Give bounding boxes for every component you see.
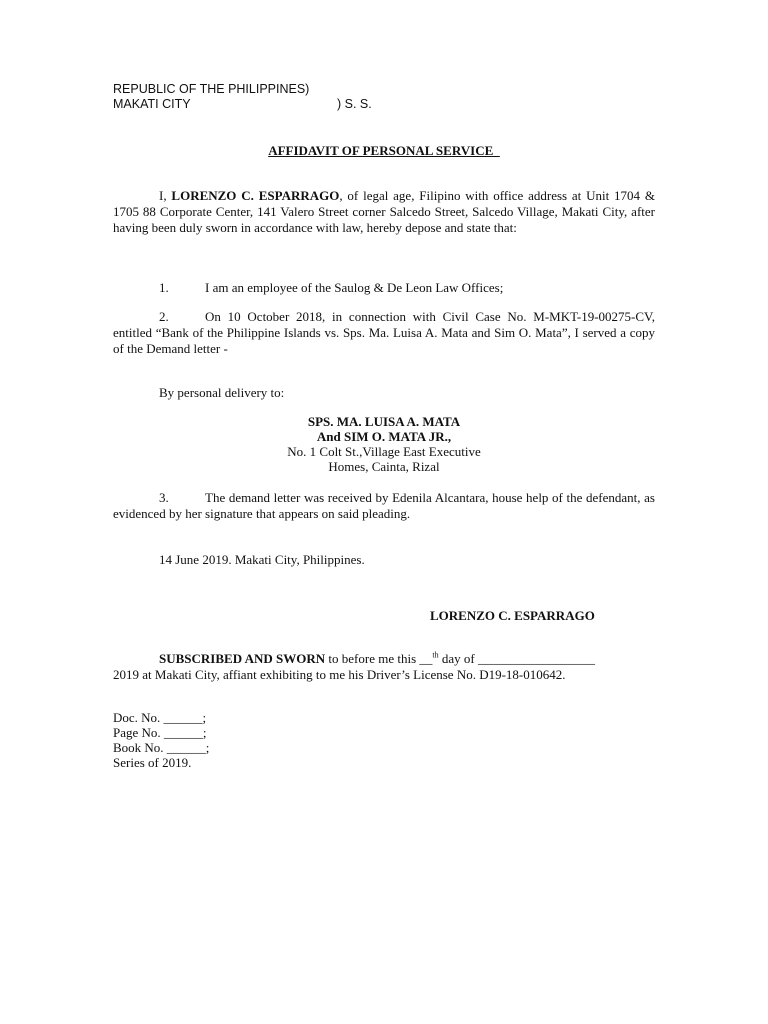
document-title: AFFIDAVIT OF PERSONAL SERVICE [268,143,500,158]
date-place: 14 June 2019. Makati City, Philippines. [159,552,365,567]
recipient-name-1: SPS. MA. LUISA A. MATA [307,414,461,429]
venue-line-2-right: ) S. S. [337,97,372,111]
item-3 [113,490,655,522]
venue-line-1: REPUBLIC OF THE PHILIPPINES) [113,82,310,96]
jurat-superscript: th [432,650,439,660]
item-1 [113,280,655,296]
jurat-bold: SUBSCRIBED AND SWORN [159,651,326,666]
recipient-address-2: Homes, Cainta, Rizal [328,459,440,474]
page-no: Page No. ______; [113,725,207,740]
intro-prefix: I, [159,188,172,203]
item-2 [113,309,655,357]
delivery-label: By personal delivery to: [159,385,285,400]
series: Series of 2019. [113,755,192,770]
doc-no: Doc. No. ______; [113,710,207,725]
recipient-name-2: And SIM O. MATA JR., [316,429,452,444]
item-3-number: 3. [159,490,169,505]
item-3-text: The demand letter was received by Edenila Alcantara, house help of the defendant, as evidenced by her signature that appears on said pleading. [113,490,655,521]
item-2-text: On 10 October 2018, in connection with Civil Case No. M-MKT-19-00275-CV, entitled “Bank of the Philippine Islands vs. Sps. Ma. Luisa A. Mata and Sim O. Mata”, I served a copy of the Demand letter - [113,309,655,356]
jurat-text-2: day of __________________ [438,651,595,666]
item-1-text: I am an employee of the Saulog & De Leon Law Offices; [205,280,504,295]
item-1-number: 1. [159,280,169,295]
venue-line-2-left: MAKATI CITY [113,97,191,111]
recipient-address-1: No. 1 Colt St.,Village East Executive [287,444,481,459]
book-no: Book No. ______; [113,740,210,755]
intro-text: , of legal age, Filipino with office address at Unit 1704 & 1705 88 Corporate Center, 141 Valero Street corner Salcedo Street, Salcedo Village, Makati City, after having been duly sworn in accordance with law, hereby depose and state that: [113,188,655,235]
jurat-text-1: to before me this __ [325,651,433,666]
jurat-line-2: 2019 at Makati City, affiant exhibiting to me his Driver’s License No. D19-18-010642. [113,667,566,682]
affiant-name: LORENZO C. ESPARRAGO [171,188,340,203]
intro-paragraph [113,188,655,236]
jurat-paragraph [113,651,655,667]
item-2-number: 2. [159,309,169,324]
signatory-name: LORENZO C. ESPARRAGO [430,608,595,623]
